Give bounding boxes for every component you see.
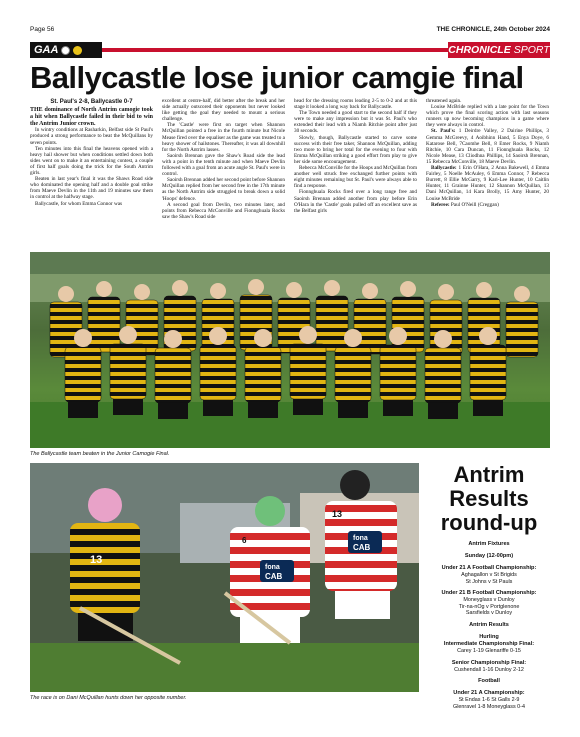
paragraph: head for the dressing rooms leading 2-5 to 0-2 and at this stage it looked a long way back for Ballycastle. [294,98,417,111]
paragraph: A second goal from Devlin, two minutes later, and points from Rebecca McConville and Fionnghuala Rocks saw the Shaw's Road side [162,201,285,220]
roundup-title-line: Antrim [453,462,525,487]
results-heading: Antrim Results [469,621,509,628]
article-headline: Ballycastle lose junior camgie final [30,60,524,95]
paragraph: Beaten in last year's final it was the Shaws Road side who dominated the opening half and a double goal strike from Maeve Devlin in the 11th and 19 minutes saw them in control at the halfway stage. [30,176,153,201]
paragraph: Ten minutes into this final the heavens opened with a heavy hail shower but when conditions settled down both sides went on to make it an entertaining contest, a couple of first half goals doing the trick for the South Antrim girls. [30,145,153,177]
u21a-heading: Under 21 A Football Championship: [441,565,537,571]
hurling-heading: Hurling [479,633,499,640]
paragraph: Fionnghuala Rocks fired over a long range free and Saoirsh Brennan added another from play before Erin O'Hara in the 'Castle' goals pulled off an excellent save as the Belfast girls [294,189,417,214]
section-brand: CHRONICLE [448,44,511,56]
paragraph: threatened again. [426,98,462,104]
fixtures-heading: Antrim Fixtures [468,541,510,547]
paragraph: Ballycastle, for whom Emma Connor was [35,200,123,207]
sliotar-icon [73,46,82,55]
paragraph: Rebecca McConville for the Hoops and McQuillan from another well struck free exchanged further points with eight minutes remaining but St. Paul's were always able to find a response. [294,165,417,190]
article-column-1 [30,98,153,246]
paragraph: Saoirsh Brennan added her second point before Shannon McQuillan replied from her second free in the 17th minute as the North Antrim side struggled to break down a solid 'Hoops' defence. [162,177,285,202]
article-column-2 [162,98,285,246]
result-line: St Endas 1-6 St Galls 2-9 [458,697,520,704]
paragraph: Saoirsh Brennan gave the Shaw's Road side the lead with a point in the tenth minute and when Maeve Devlin followed with a goal from an acute angle St. Paul's were in control. [162,152,285,178]
action-photo-image [30,463,419,692]
team-label: St. Paul's: [431,128,456,135]
team-photo-caption: The Ballycastle team beaten in the Junior Camogie Final. [30,451,170,457]
section-name: SPORT [513,44,550,56]
page-number: Page 56 [30,25,55,33]
fixture-line: Aghagallon v St Brigids [461,572,517,578]
referee-name: Paul O'Neill (Creggan) [450,201,499,208]
section-band [30,42,550,58]
roundup-title-line: round-up [440,510,538,535]
results-roundup [428,463,550,708]
roundup-title-line: Results [449,486,529,511]
u21-final-heading: Under 21 A Championship: [453,690,525,697]
sponsor-text-1: fona [265,564,280,571]
band-divider [102,48,448,52]
fixture-line: St Johns v St Pauls [465,578,513,585]
paragraph: Slowly, though, Ballycastle started to carve some success with their free taker, Shannon McQuillan, adding two more to bring her total for the evening to four with Emma McQuillan striking a good effort from play to give her side some encouragement. [294,134,417,165]
senior-heading: Senior Championship Final: [451,659,527,666]
gaa-logo [30,42,102,58]
result-line: Cushendall 1-16 Dunloy 2-12 [454,666,524,673]
football-heading: Football [478,678,500,685]
team-players: 1 Deirdre Valley, 2 Dairine Phillips, 3 Gemma McGreevy, 4 Aoibhinn Hand, 5 Enya Doye, 6 Katarose Bell, 7Caomhe Bell, 8 Emer Rocks, 9 Niamh Ritchie, 10 Cara Duncan, 11 Fionnghuala Rocks, 12 Nicole Mease, 13 Cliodhna Phillips, 14 Saoirsh Brennan, 15 Rebecca McConville, 18 Maeve Devlin. [426,128,549,165]
article-column-4 [426,98,549,246]
paragraph: The 'Castle' were first on target when Shannon McQuillan pointed a free in the fourth minute but Nicole Mease fired over the equaliser as the game was treated to a heavy shower of hailstones. Thereafter, it was all downhill for the North Antrim lasses. [162,122,285,153]
roundup-title [428,463,550,535]
football-icon [61,46,70,55]
fixture-line: Moneyglass v Dunloy [463,597,515,604]
referee-line [426,202,549,208]
team-list-st-pauls [426,128,549,165]
team-photo [30,252,550,448]
sponsor-text-2: CAB [265,572,283,581]
fixture-line: Tir-na-nOg v Portglenone [458,603,520,610]
paragraph: excellent at centre-half, did better after the break and her side actually outscored their opponents but never looked like getting the goal they needed to mount a serious challenge. [162,98,285,123]
team-list-ballycastle [426,165,549,202]
jersey-number: 6 [242,536,247,545]
article-body [30,98,550,246]
result-line: Glenravel 1-8 Moneyglass 0-4 [453,703,525,710]
team-photo-image [30,252,550,448]
paragraph: In wintry conditions at Rasharkin, Belfast side St Paul's produced a strong performance to beat the McQuillans by seven points. [30,127,153,146]
result-line: Carey 1-19 Glenariffe 0-15 [457,647,521,654]
u21b-heading: Under 21 B Football Championship: [441,590,537,597]
chronicle-sport-badge [448,42,550,58]
article-column-3 [294,98,417,246]
page-header [30,23,550,35]
lead-paragraph: THE dominance of North Antrim camogie took a hit when Ballycastle failed in their bid to win the Antrim Junior crown. [30,107,153,127]
gaa-label: GAA [34,44,59,56]
action-photo [30,463,419,692]
team-label: Ballycastle: [431,165,457,172]
sponsor-text-1: fona [353,535,368,542]
fixture-line: Sarsfields v Dunloy [465,610,513,617]
fixtures-time: Sunday (12-00pm) [464,553,514,559]
hurling-sub: Intermediate Championship Final: [443,640,535,647]
paragraph: The Town needed a good start to the second half if they were to make any impression but it was St. Paul's who extended their lead with a Niamh Ritchie point after just 30 seconds. [294,110,417,135]
scoreline: St. Paul's 2-8, Ballycastle 0-7 [50,99,133,105]
jersey-number: 13 [90,554,103,566]
publication-date: THE CHRONICLE, 24th October 2024 [436,25,550,33]
action-photo-caption: The race is on Dani McQuillan hunts down her opposite number. [30,695,187,701]
jersey-number: 13 [332,509,343,519]
paragraph: Louise McBride replied with a late point for the Town which prove the final scoring action with last seasons runners up now becoming champions in a game where they were always in control. [426,104,549,129]
referee-label: Referee: [431,201,450,208]
team-players: 1 Erin O'Hara, 2 Anna Bakewell, 4 Emma Fairley, 5 Noelle McAuley, 6 Emma Connor, 7 Rebecca Burrett, 8 Ellie McGarry, 9 Kari-Lee Hunter, 10 Caitlin Hunter, 11 Grainne Hunter, 12 Shannon McQuillan, 13 Dani McQuillan, 14 Kara Brolly, 15 Amy Hunter, 20 Louise McBride [426,165,549,202]
sponsor-text-2: CAB [353,543,371,552]
